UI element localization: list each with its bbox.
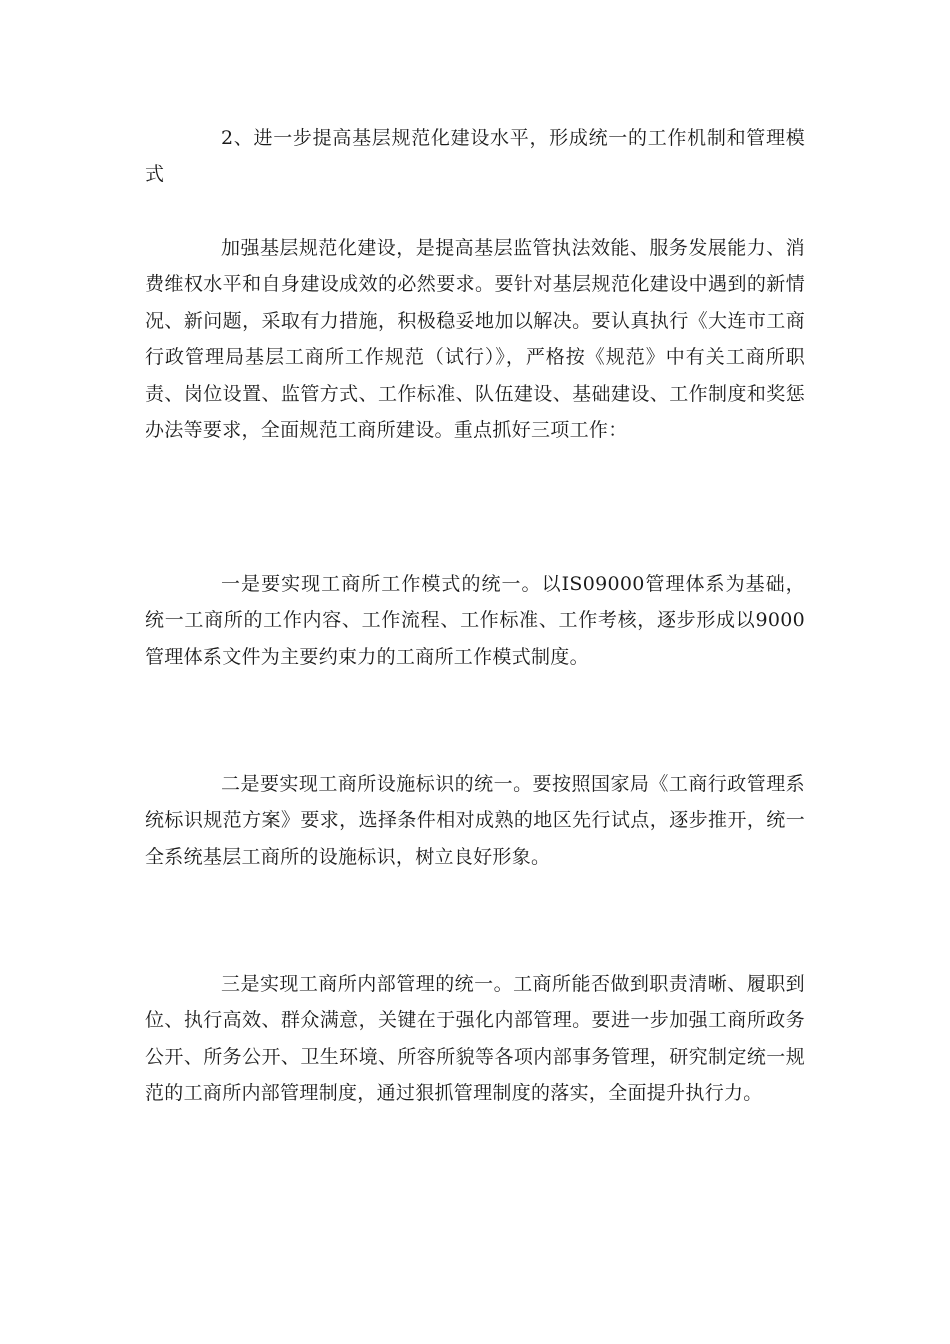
section-heading: 2、进一步提高基层规范化建设水平，形成统一的工作机制和管理模式: [145, 127, 805, 186]
body-paragraph: 二是要实现工商所设施标识的统一。要按照国家局《工商行政管理系统标识规范方案》要求，选择条件相对成熟的地区先行试点，逐步推开，统一全系统基层工商所的设施标识，树立良好形象。: [145, 773, 805, 868]
body-paragraph: 一是要实现工商所工作模式的统一。以IS09000管理体系为基础，统一工商所的工作内容、工作流程、工作标准、工作考核，逐步形成以9000管理体系文件为主要约束力的工商所工作模式制度。: [145, 573, 805, 668]
body-paragraph: 加强基层规范化建设，是提高基层监管执法效能、服务发展能力、消费维权水平和自身建设成效的必然要求。要针对基层规范化建设中遇到的新情况、新问题，采取有力措施，积极稳妥地加以解决。要认真执行《大连市工商行政管理局基层工商所工作规范（试行）》，严格按《规范》中有关工商所职责、岗位设置、监管方式、工作标准、队伍建设、基础建设、工作制度和奖惩办法等要求，全面规范工商所建设。重点抓好三项工作：: [145, 237, 805, 442]
body-paragraph: 三是实现工商所内部管理的统一。工商所能否做到职责清晰、履职到位、执行高效、群众满意，关键在于强化内部管理。要进一步加强工商所政务公开、所务公开、卫生环境、所容所貌等各项内部事务管理，研究制定统一规范的工商所内部管理制度，通过狠抓管理制度的落实，全面提升执行力。: [145, 973, 805, 1105]
